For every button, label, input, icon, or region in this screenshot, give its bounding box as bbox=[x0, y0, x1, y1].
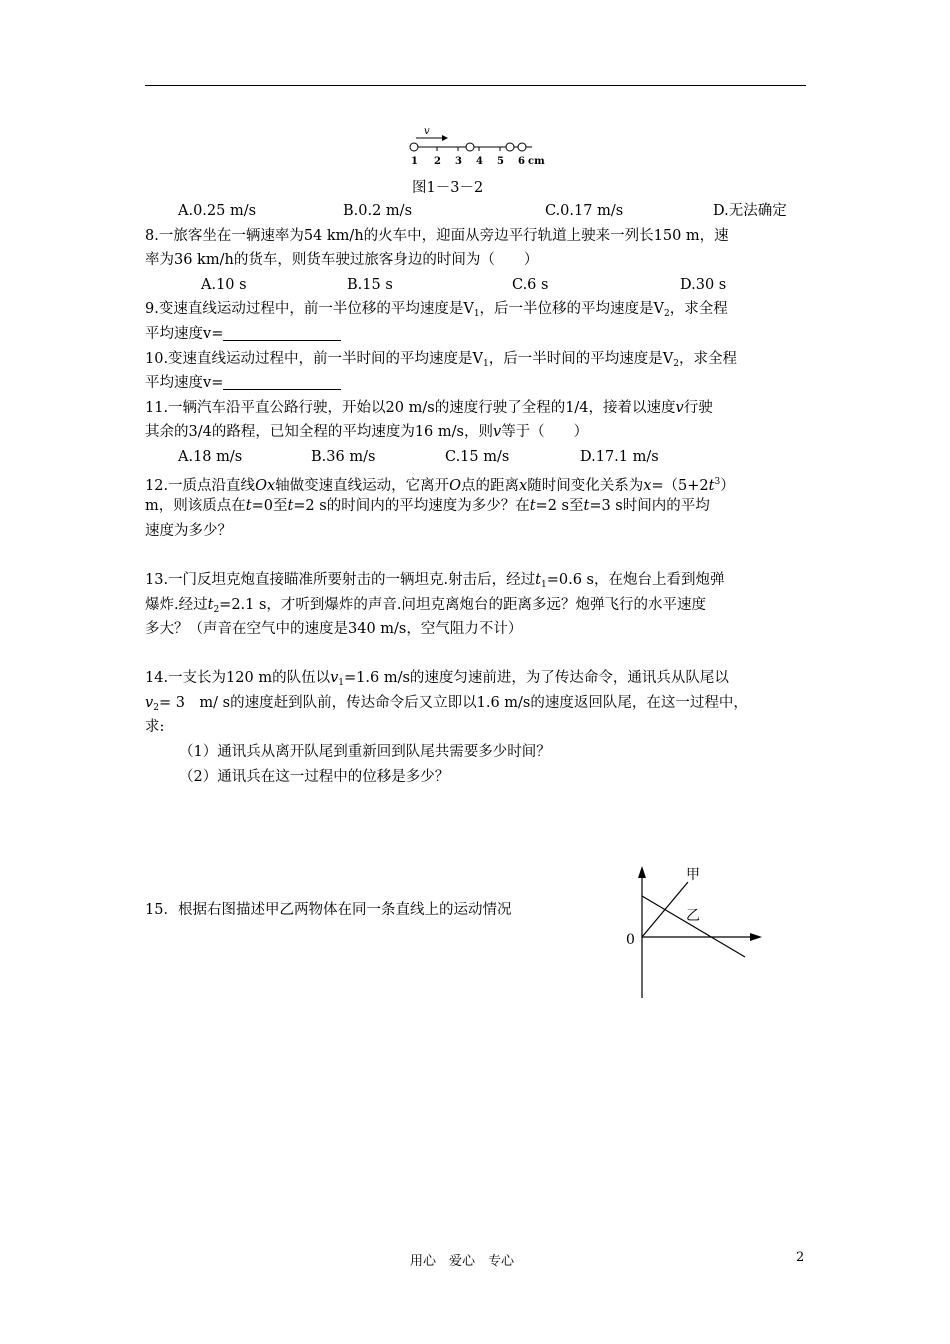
x-axis-arrow bbox=[750, 933, 762, 941]
velocity-arrow-head bbox=[442, 135, 448, 141]
q11-option-c: C.15 m/s bbox=[445, 448, 510, 465]
velocity-label: v bbox=[424, 126, 430, 137]
tick-1: 1 bbox=[411, 156, 418, 167]
tick-4: 4 bbox=[476, 156, 483, 167]
figure-caption: 图1－3－2 bbox=[412, 180, 484, 196]
q11-line1: 11.一辆汽车沿平直公路行驶，开始以20 m/s的速度行驶了全程的1/4，接着以速度v行驶 bbox=[145, 399, 713, 416]
q14-sub2: （2）通讯兵在这一过程中的位移是多少？ bbox=[179, 768, 450, 785]
q10-line1: 10.变速直线运动过程中，前一半时间的平均速度是$V_1$，后一半时间的平均速度是$V_2$，求全程 bbox=[145, 350, 737, 369]
q9-answer-blank[interactable] bbox=[223, 322, 341, 341]
label-yi: 乙 bbox=[686, 908, 700, 924]
q8-option-a: A.10 s bbox=[201, 276, 247, 293]
q15-text: 15．根据右图描述甲乙两物体在同一条直线上的运动情况 bbox=[145, 902, 512, 918]
q8-options bbox=[145, 273, 806, 298]
q13-line2: 爆炸.经过$t_2=2.1$ s，才听到爆炸的声音.问坦克离炮台的距离多远？炮弹飞行的水平速度 bbox=[145, 596, 707, 615]
q8-line1: 8.一旅客坐在一辆速率为54 km/h的火车中，迎面从旁边平行轨道上驶来一列长150 m，速 bbox=[145, 227, 729, 244]
dot-track-diagram bbox=[406, 122, 556, 172]
q14-line3: 求: bbox=[145, 719, 165, 736]
dot-3 bbox=[506, 143, 514, 151]
figure-1-3-2 bbox=[406, 122, 556, 176]
dot-2 bbox=[466, 143, 474, 151]
q10-line2: 平均速度v= bbox=[145, 371, 806, 396]
q12-line2: m，则该质点在t=0至t=2 s的时间内的平均速度为多少？在t=2 s至t=3 s时间内的平均 bbox=[145, 498, 710, 515]
q11-options bbox=[145, 445, 806, 470]
dot-4 bbox=[518, 143, 526, 151]
dot-1 bbox=[410, 143, 418, 151]
tick-6: 6 bbox=[518, 156, 525, 167]
q9-line1: 9.变速直线运动过程中，前一半位移的平均速度是$V_1$，后一半位移的平均速度是$V_2$，求全程 bbox=[145, 301, 728, 320]
q9-line2: 平均速度v= bbox=[145, 322, 806, 347]
q12-line3: 速度为多少？ bbox=[145, 522, 232, 539]
q11-option-d: D.17.1 m/s bbox=[580, 448, 659, 465]
q15-graph bbox=[620, 862, 770, 1006]
q14-line1: 14.一支长为120 m的队伍以$v_1=1.6$ m/s的速度匀速前进，为了传达命令，通讯兵从队尾以 bbox=[145, 670, 729, 689]
q14-sub1: （1）通讯兵从离开队尾到重新回到队尾共需要多少时间？ bbox=[179, 744, 551, 761]
line-yi bbox=[642, 896, 745, 957]
q13-line1: 13.一门反坦克炮直接瞄准所要射击的一辆坦克.射击后，经过$t_1=0.6$ s，在炮台上看到炮弹 bbox=[145, 571, 725, 590]
q7-options bbox=[145, 199, 806, 224]
question-body bbox=[145, 199, 806, 789]
q13-line3: 多大？（声音在空气中的速度是340 m/s，空气阻力不计） bbox=[145, 621, 523, 638]
tick-5: 5 bbox=[497, 156, 504, 167]
page-number: 2 bbox=[796, 1250, 805, 1265]
q7-option-a: A.0.25 m/s bbox=[178, 203, 257, 219]
q7-option-c: C.0.17 m/s bbox=[545, 203, 624, 219]
header-rule bbox=[145, 85, 806, 86]
q12-line1: 12.一质点沿直线Ox轴做变速直线运动，它离开O点的距离x随时间变化关系为$x=(5+2t^3)$ bbox=[145, 476, 735, 494]
q7-option-b: B.0.2 m/s bbox=[343, 203, 413, 219]
q11-line2: 其余的3/4的路程，已知全程的平均速度为16 m/s，则v等于（ ） bbox=[145, 424, 589, 441]
label-origin: 0 bbox=[626, 932, 635, 948]
tick-unit: cm bbox=[528, 156, 545, 167]
spacer bbox=[145, 642, 806, 667]
q7-option-d: D.无法确定 bbox=[713, 203, 787, 219]
q10-answer-blank[interactable] bbox=[223, 371, 341, 390]
q8-option-c: C.6 s bbox=[512, 276, 549, 293]
q8-line2: 率为36 km/h的货车，则货车驶过旅客身边的时间为（ ） bbox=[145, 252, 539, 269]
tick-2: 2 bbox=[434, 156, 441, 167]
q11-option-a: A.18 m/s bbox=[178, 448, 243, 465]
y-axis-arrow bbox=[638, 866, 646, 878]
q11-option-b: B.36 m/s bbox=[311, 448, 376, 465]
position-time-graph bbox=[620, 862, 770, 1002]
tick-3: 3 bbox=[455, 156, 462, 167]
q8-option-b: B.15 s bbox=[347, 276, 393, 293]
spacer bbox=[145, 543, 806, 568]
q8-option-d: D.30 s bbox=[680, 276, 727, 293]
q14-line2: $v_2= 3$ m/ s的速度赶到队前，传达命令后又立即以1.6 m/s的速度返回队尾，在这一过程中， bbox=[145, 694, 748, 713]
label-jia: 甲 bbox=[686, 867, 700, 883]
footer-motto: 用心 爱心 专心 bbox=[410, 1254, 515, 1269]
